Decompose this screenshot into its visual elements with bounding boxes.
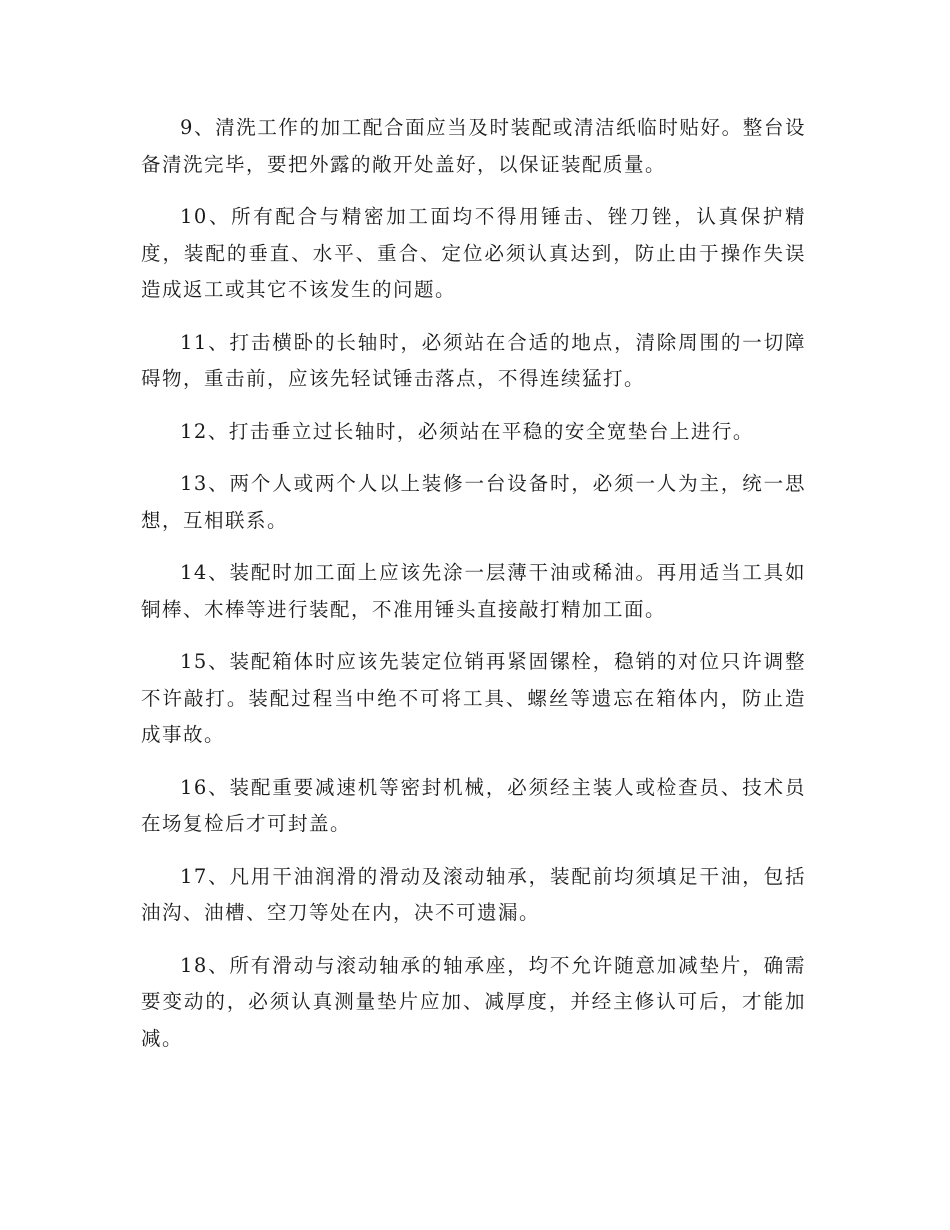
paragraph-item-14: 14、装配时加工面上应该先涂一层薄干油或稀油。再用适当工具如铜棒、木棒等进行装配，不准用锤头直接敲打精加工面。 — [141, 561, 806, 621]
paragraph-item-9: 9、清洗工作的加工配合面应当及时装配或清洁纸临时贴好。整台设备清洗完毕，要把外露的敞开处盖好，以保证装配质量。 — [141, 116, 806, 176]
paragraph-item-10: 10、所有配合与精密加工面均不得用锤击、锉刀锉，认真保护精度，装配的垂直、水平、重合、定位必须认真达到，防止由于操作失误造成返工或其它不该发生的问题。 — [141, 205, 806, 301]
paragraph-item-16: 16、装配重要减速机等密封机械，必须经主装人或检查员、技术员在场复检后才可封盖。 — [141, 775, 806, 835]
paragraph-item-12: 12、打击垂立过长轴时，必须站在平稳的安全宽垫台上进行。 — [180, 419, 754, 443]
paragraph-item-15: 15、装配箱体时应该先装定位销再紧固镙栓，稳销的对位只许调整不许敲打。装配过程当中绝不可将工具、螺丝等遗忘在箱体内，防止造成事故。 — [141, 650, 806, 746]
document-body — [141, 110, 806, 1073]
paragraph-item-18: 18、所有滑动与滚动轴承的轴承座，均不允许随意加减垫片，确需要变动的，必须认真测量垫片应加、减厚度，并经主修认可后，才能加减。 — [141, 953, 806, 1050]
paragraph-item-13: 13、两个人或两个人以上装修一台设备时，必须一人为主，统一思想，互相联系。 — [141, 472, 806, 532]
paragraph-item-11: 11、打击横卧的长轴时，必须站在合适的地点，清除周围的一切障碍物，重击前，应该先轻试锤击落点，不得连续猛打。 — [141, 330, 806, 390]
paragraph-item-17: 17、凡用干油润滑的滑动及滚动轴承，装配前均须填足干油，包括油沟、油槽、空刀等处在内，决不可遗漏。 — [141, 864, 806, 924]
